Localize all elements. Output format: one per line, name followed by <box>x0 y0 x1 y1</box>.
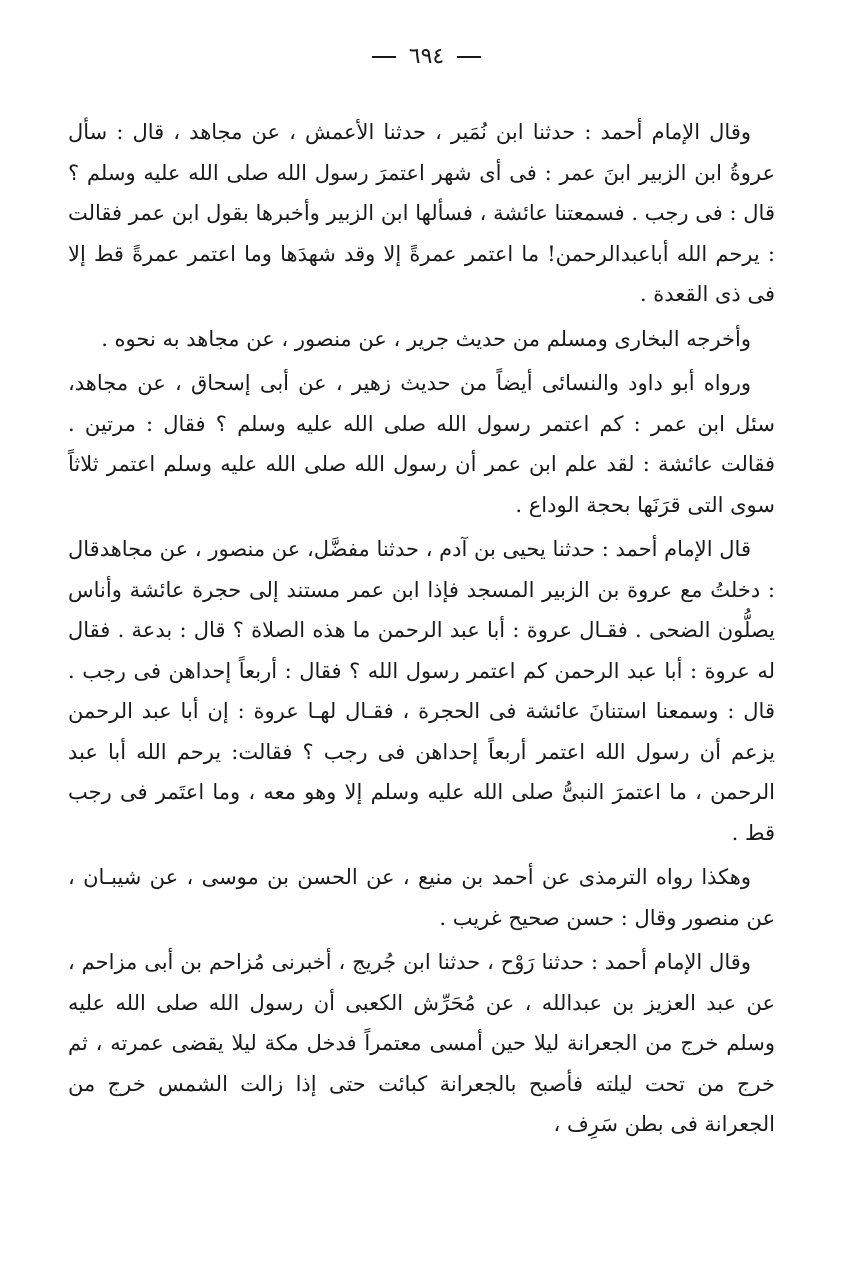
page-number: ٦٩٤ <box>408 44 445 69</box>
paragraph-3: ورواه أبو داود والنسائى أيضاً من حديث زهير ، عن أبى إسحاق ، عن مجاهد، سئل ابن عمر : كم اعتمر رسول الله صلى الله عليه وسلم ؟ فقال : مرتين . فقالت عائشة : لقد علم ابن عمر أن رسول الله صلى الله عليه وسلم اعتمر ثلاثاً سوى التى قرَنَها بحجة الوداع . <box>68 371 775 517</box>
paragraph-6: وقال الإمام أحمد : حدثنا رَوْح ، حدثنا ابن جُريج ، أخبرنى مُزاحم بن أبى مزاحم ، عن عبد العزيز بن عبدالله ، عن مُحَرِّش الكعبى أن رسول الله صلى الله عليه وسلم خرج من الجعرانة ليلا حين أمسى معتمراً فدخل مكة ليلا يقضى عمرته ، ثم خرج من تحت ليلته فأصبح بالجعرانة كبائت حتى إذا زالت الشمس خرج من الجعرانة فى بطن سَرِف ، <box>68 950 775 1136</box>
paragraph-4: قال الإمام أحمد : حدثنا يحيى بن آدم ، حدثنا مفضَّل، عن منصور ، عن مجاهدقال : دخلتُ مع عروة بن الزبير المسجد فإذا ابن عمر مستند إلى حجرة عائشة وأناس يصلُّون الضحى . فقـال عروة : أبا عبد الرحمن ما هذه الصلاة ؟ قال : بدعة . فقال له عروة : أبا عبد الرحمن كم اعتمر رسول الله ؟ فقال : أربعاً إحداهن فى رجب . قال : وسمعنا استنانَ عائشة فى الحجرة ، فقـال لهـا عروة : إن أبا عبد الرحمن يزعم أن رسول الله اعتمر أربعاً إحداهن فى رجب ؟ فقالت: يرحم الله أبا عبد الرحمن ، ما اعتمرَ النبىُّ صلى الله عليه وسلم إلا وهو معه ، وما اعتَمر فى رجب قط . <box>68 537 775 845</box>
page-body-text <box>68 112 775 1149</box>
page-number-header <box>0 44 853 69</box>
paragraph-1: وقال الإمام أحمد : حدثنا ابن نُمَير ، حدثنا الأعمش ، عن مجاهد ، قال : سأل عروةُ ابن الزبير ابنَ عمر : فى أى شهر اعتمرَ رسول الله صلى الله عليه وسلم ؟ قال : فى رجب . فسمعتنا عائشة ، فسألها ابن الزبير وأخبرها بقول ابن عمر فقالت : يرحم الله أباعبدالرحمن! ما اعتمر عمرةً إلا وقد شهدَها وما اعتمر عمرةً قط إلا فى ذى القعدة . <box>68 120 775 306</box>
paragraph-2: وأخرجه البخارى ومسلم من حديث جرير ، عن منصور ، عن مجاهد به نحوه . <box>101 326 751 351</box>
header-dash-left <box>372 56 396 58</box>
header-dash-right <box>457 56 481 58</box>
paragraph-5: وهكذا رواه الترمذى عن أحمد بن منيع ، عن الحسن بن موسى ، عن شيبـان ، عن منصور وقال : حسن صحيح غريب . <box>68 865 775 930</box>
